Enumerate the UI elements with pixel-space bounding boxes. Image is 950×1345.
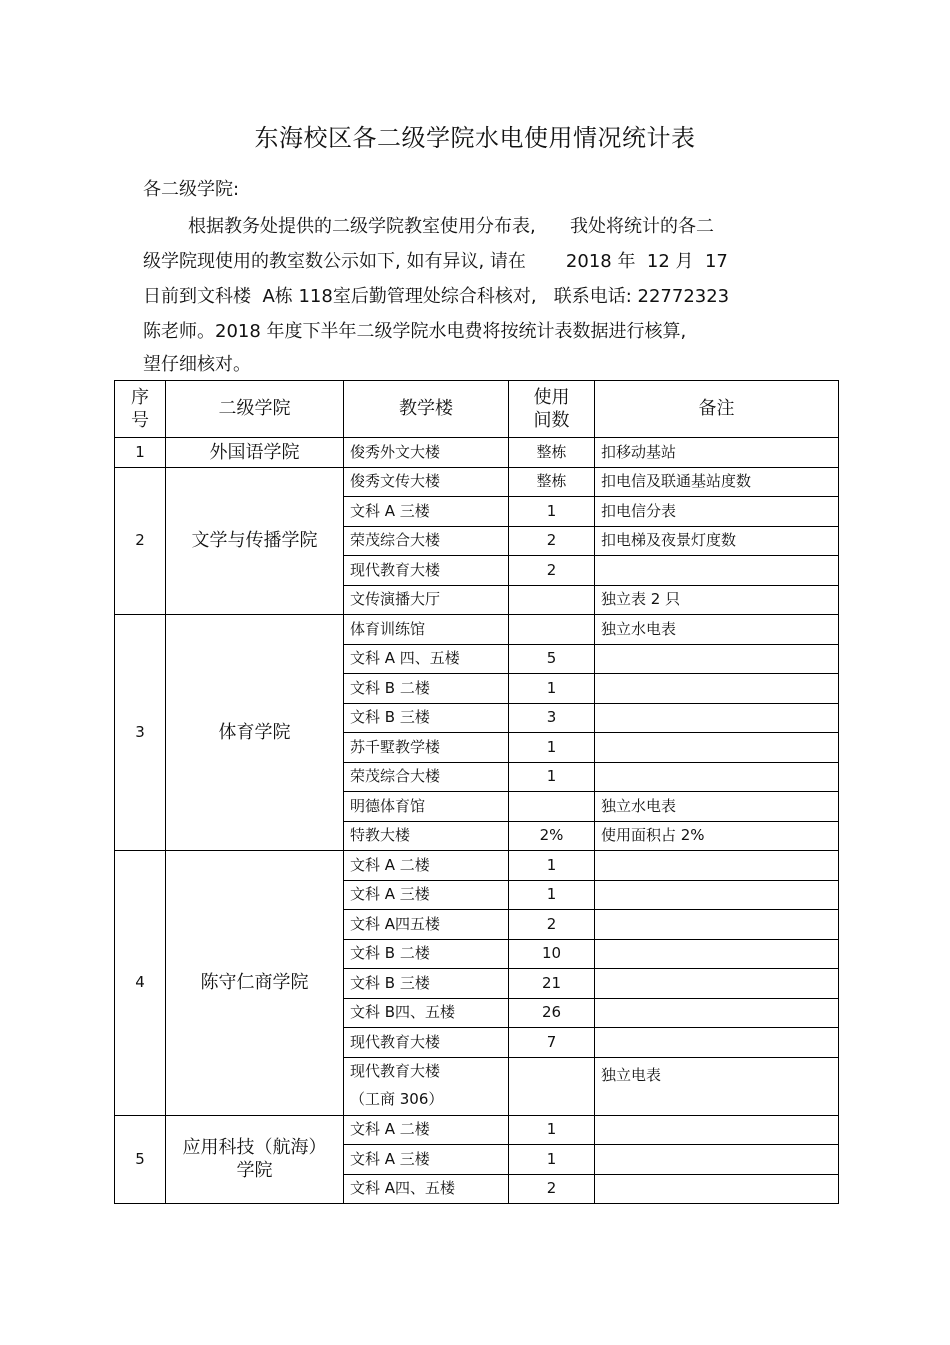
cell-note bbox=[595, 644, 839, 674]
cell-building: 荣茂综合大楼 bbox=[344, 762, 509, 792]
header-building: 教学楼 bbox=[344, 381, 509, 438]
cell-building: 文科 B 三楼 bbox=[344, 969, 509, 999]
header-note: 备注 bbox=[595, 381, 839, 438]
cell-count: 1 bbox=[509, 733, 595, 763]
cell-count: 7 bbox=[509, 1028, 595, 1058]
cell-note: 独立水电表 bbox=[595, 615, 839, 645]
cell-note bbox=[595, 674, 839, 704]
table-row bbox=[115, 851, 839, 881]
paragraph-line: 陈老师。2018 年度下半年二级学院水电费将按统计表数据进行核算, bbox=[143, 321, 687, 342]
cell-note bbox=[595, 762, 839, 792]
header-seq: 序 号 bbox=[115, 381, 166, 438]
cell-count: 10 bbox=[509, 939, 595, 969]
cell-building: 文科 B 三楼 bbox=[344, 703, 509, 733]
cell-building: 苏千墅教学楼 bbox=[344, 733, 509, 763]
cell-count: 1 bbox=[509, 674, 595, 704]
cell-count bbox=[509, 585, 595, 615]
table-row bbox=[115, 467, 839, 497]
table-header-row bbox=[115, 381, 839, 438]
cell-seq: 5 bbox=[115, 1115, 166, 1204]
cell-note bbox=[595, 733, 839, 763]
cell-count: 1 bbox=[509, 880, 595, 910]
cell-count bbox=[509, 615, 595, 645]
cell-count: 2 bbox=[509, 556, 595, 586]
cell-note bbox=[595, 1174, 839, 1204]
cell-building: 文科 A 二楼 bbox=[344, 851, 509, 881]
cell-note: 独立表 2 只 bbox=[595, 585, 839, 615]
cell-college: 陈守仁商学院 bbox=[166, 851, 344, 1116]
cell-building: 文科 B四、五楼 bbox=[344, 998, 509, 1028]
cell-count: 1 bbox=[509, 497, 595, 527]
cell-building: 文科 A 二楼 bbox=[344, 1115, 509, 1145]
cell-note bbox=[595, 1145, 839, 1175]
header-college: 二级学院 bbox=[166, 381, 344, 438]
cell-note bbox=[595, 969, 839, 999]
cell-building: 现代教育大楼 bbox=[344, 1028, 509, 1058]
cell-count bbox=[509, 792, 595, 822]
cell-note bbox=[595, 556, 839, 586]
cell-count: 1 bbox=[509, 851, 595, 881]
cell-building: 文科 A四五楼 bbox=[344, 910, 509, 940]
usage-table bbox=[114, 380, 839, 1204]
cell-seq: 4 bbox=[115, 851, 166, 1116]
paragraph-line: 望仔细核对。 bbox=[143, 354, 251, 375]
cell-seq: 3 bbox=[115, 615, 166, 851]
cell-building: 文科 A 四、五楼 bbox=[344, 644, 509, 674]
cell-count: 1 bbox=[509, 1115, 595, 1145]
cell-note: 扣电梯及夜景灯度数 bbox=[595, 526, 839, 556]
cell-building: 俊秀文传大楼 bbox=[344, 467, 509, 497]
cell-note bbox=[595, 910, 839, 940]
cell-count: 3 bbox=[509, 703, 595, 733]
cell-count: 26 bbox=[509, 998, 595, 1028]
cell-count: 整栋 bbox=[509, 438, 595, 468]
cell-building: 现代教育大楼 bbox=[344, 556, 509, 586]
cell-seq: 1 bbox=[115, 438, 166, 468]
table-row bbox=[115, 1115, 839, 1145]
cell-count: 1 bbox=[509, 1145, 595, 1175]
paragraph-line: 日前到文科楼 A栋 118室后勤管理处综合科核对, 联系电话: 22772323 bbox=[143, 286, 730, 307]
cell-count: 2 bbox=[509, 1174, 595, 1204]
cell-college: 文学与传播学院 bbox=[166, 467, 344, 615]
cell-college: 外国语学院 bbox=[166, 438, 344, 468]
paragraph-line: 根据教务处提供的二级学院教室使用分布表, 我处将统计的各二 bbox=[188, 216, 715, 237]
cell-building: 文科 B 二楼 bbox=[344, 674, 509, 704]
cell-count: 2 bbox=[509, 910, 595, 940]
cell-building: 俊秀外文大楼 bbox=[344, 438, 509, 468]
salutation: 各二级学院: bbox=[143, 179, 240, 200]
cell-count: 整栋 bbox=[509, 467, 595, 497]
cell-note bbox=[595, 939, 839, 969]
cell-building: 现代教育大楼 （工商 306） bbox=[344, 1057, 509, 1115]
cell-note: 扣移动基站 bbox=[595, 438, 839, 468]
cell-note bbox=[595, 1115, 839, 1145]
cell-count bbox=[509, 1057, 595, 1115]
cell-note: 独立水电表 bbox=[595, 792, 839, 822]
header-count: 使用 间数 bbox=[509, 381, 595, 438]
cell-note bbox=[595, 1028, 839, 1058]
cell-building: 文科 A四、五楼 bbox=[344, 1174, 509, 1204]
paragraph-line: 级学院现使用的教室数公示如下, 如有异议, 请在 2018 年 12 月 17 bbox=[143, 251, 728, 272]
cell-college: 应用科技（航海） 学院 bbox=[166, 1115, 344, 1204]
cell-note bbox=[595, 998, 839, 1028]
cell-note: 扣电信分表 bbox=[595, 497, 839, 527]
cell-note: 扣电信及联通基站度数 bbox=[595, 467, 839, 497]
table-row bbox=[115, 615, 839, 645]
cell-count: 1 bbox=[509, 762, 595, 792]
table-body bbox=[115, 438, 839, 1204]
cell-building: 文科 A 三楼 bbox=[344, 1145, 509, 1175]
cell-college: 体育学院 bbox=[166, 615, 344, 851]
cell-count: 5 bbox=[509, 644, 595, 674]
cell-building: 明德体育馆 bbox=[344, 792, 509, 822]
cell-count: 21 bbox=[509, 969, 595, 999]
cell-building: 体育训练馆 bbox=[344, 615, 509, 645]
cell-note: 独立电表 bbox=[595, 1057, 839, 1115]
cell-building: 文传演播大厅 bbox=[344, 585, 509, 615]
cell-seq: 2 bbox=[115, 467, 166, 615]
cell-note bbox=[595, 851, 839, 881]
table-row bbox=[115, 438, 839, 468]
cell-note: 使用面积占 2% bbox=[595, 821, 839, 851]
cell-building: 文科 B 二楼 bbox=[344, 939, 509, 969]
cell-note bbox=[595, 880, 839, 910]
cell-count: 2% bbox=[509, 821, 595, 851]
cell-count: 2 bbox=[509, 526, 595, 556]
cell-building: 文科 A 三楼 bbox=[344, 880, 509, 910]
cell-building: 文科 A 三楼 bbox=[344, 497, 509, 527]
cell-building: 特教大楼 bbox=[344, 821, 509, 851]
cell-building: 荣茂综合大楼 bbox=[344, 526, 509, 556]
cell-note bbox=[595, 703, 839, 733]
document-title: 东海校区各二级学院水电使用情况统计表 bbox=[254, 124, 696, 152]
